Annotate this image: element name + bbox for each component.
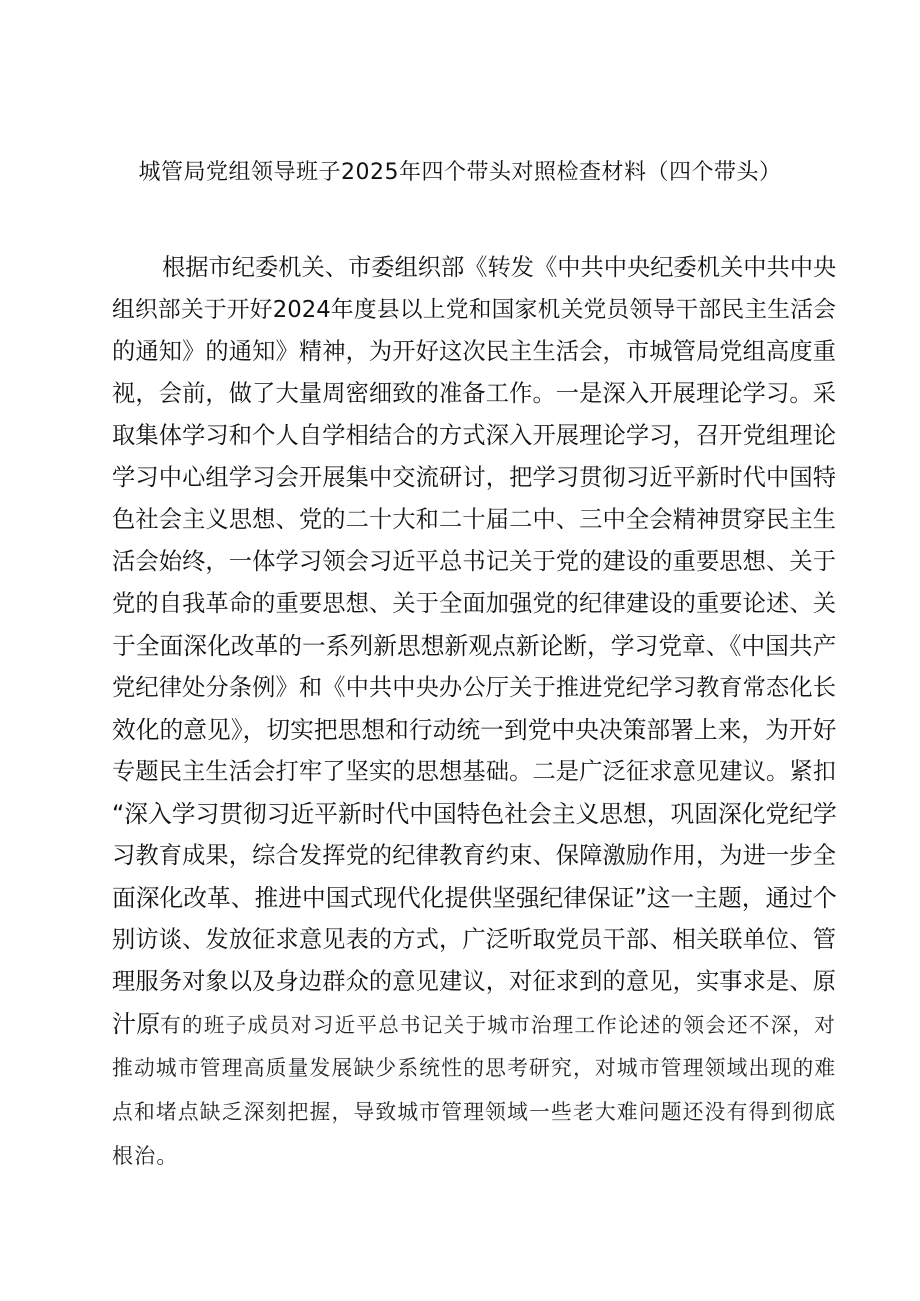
overlap-small-text: 有的班子成员对习近平总书记关于城市治理工作论述的领会还不深，对 [160,1013,837,1037]
paragraph-line: 于全面深化改革的一系列新思想新观点新论断，学习党章、《中国共产 [112,632,837,660]
paragraph-line: 专题民主生活会打牢了坚实的思想基础。二是广泛征求意见建议。紧扣 [112,758,836,785]
overlap-big-text: 汁原 [112,1010,161,1038]
paragraph-line: 组织部关于开好2024年度县以上党和国家机关党员领导干部民主生活会 [112,297,836,323]
paragraph-line: 的通知》的通知》精神，为开好这次民主生活会，市城管局党组高度重 [112,338,836,365]
paragraph-line: 党纪律处分条例》和《中共中央办公厅关于推进党纪学习教育常态化长 [112,674,836,701]
paragraph-line: 视，会前，做了大量周密细致的准备工作。一是深入开展理论学习。采 [112,380,836,407]
paragraph-line: 党的自我革命的重要思想、关于全面加强党的纪律建设的重要论述、关 [112,590,836,617]
paragraph-line: 活会始终，一体学习领会习近平总书记关于党的建设的重要思想、关于 [112,548,836,575]
paragraph-line: 效化的意见》，切实把思想和行动统一到党中央决策部署上来，为开好 [112,716,837,744]
paragraph-line: 点和堵点缺乏深刻把握，导致城市管理领域一些老大难问题还没有得到彻底 [112,1100,837,1124]
paragraph-line: 根据市纪委机关、市委组织部《转发《中共中央纪委机关中共中央 [162,254,837,281]
paragraph-line: 取集体学习和个人自学相结合的方式深入开展理论学习，召开党组理论 [112,422,836,449]
paragraph-line: 别访谈、发放征求意见表的方式，广泛听取党员干部、相关联单位、管 [112,926,836,953]
paragraph-line: 色社会主义思想、党的二十大和二十届二中、三中全会精神贯穿民主生 [112,506,836,533]
paragraph-line: 理服务对象以及身边群众的意见建议，对征求到的意见，实事求是、原 [112,968,836,995]
paragraph-line: 根治。 [112,1144,179,1168]
paragraph-line: 面深化改革、推进中国式现代化提供坚强纪律保证”这一主题，通过个 [112,884,837,912]
paragraph-line: 学习中心组学习会开展集中交流研讨，把学习贯彻习近平新时代中国特 [112,464,836,491]
document-title: 城管局党组领导班子2025年四个带头对照检查材料（四个带头） [138,160,782,185]
paragraph-line: 习教育成果，综合发挥党的纪律教育约束、保障激励作用，为进一步全 [112,842,836,869]
overlap-line [112,1004,836,1045]
paragraph-line: 推动城市管理高质量发展缺少系统性的思考研究，对城市管理领域出现的难 [112,1056,837,1080]
paragraph-line: “深入学习贯彻习近平新时代中国特色社会主义思想，巩固深化党纪学 [112,800,837,828]
